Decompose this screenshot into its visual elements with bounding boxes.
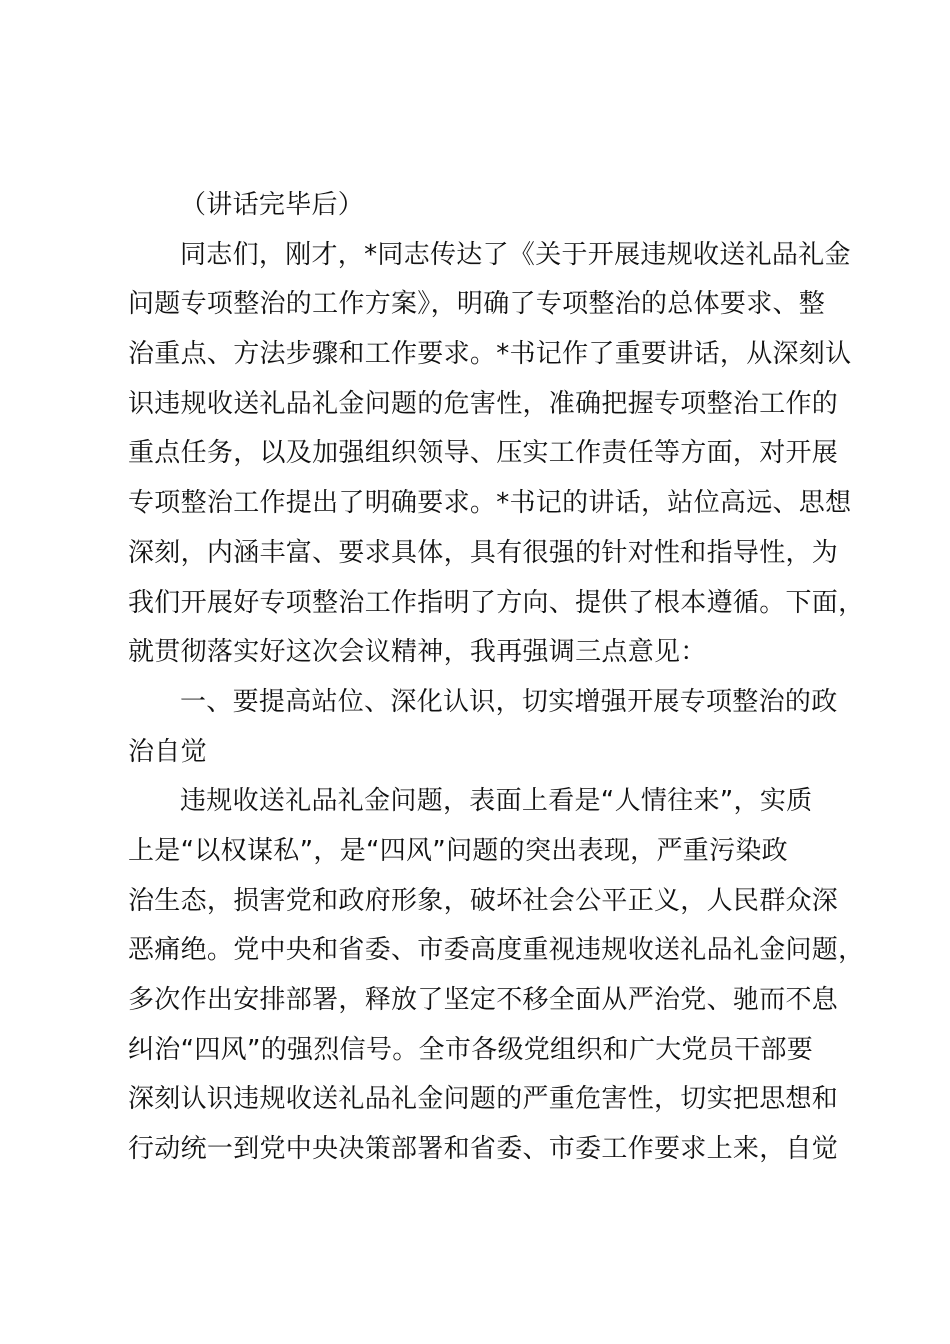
document-body bbox=[128, 181, 865, 1175]
paragraph-line: 重点任务，以及加强组织领导、压实工作责任等方面，对开展 bbox=[128, 438, 839, 469]
paragraph-line: 同志们，刚才，*同志传达了《关于开展违规收送礼品礼金 bbox=[180, 239, 851, 270]
speech-note: （讲话完毕后） bbox=[180, 190, 365, 220]
paragraph-line: 纠治“四风”的强烈信号。全市各级党组织和广大党员干部要 bbox=[128, 1034, 814, 1065]
paragraph-line: 恶痛绝。党中央和省委、市委高度重视违规收送礼品礼金问题， bbox=[128, 935, 865, 966]
paragraph-line: 治重点、方法步骤和工作要求。*书记作了重要讲话，从深刻认 bbox=[128, 339, 852, 370]
paragraph-line: 上是“以权谋私”，是“四风”问题的突出表现，严重污染政 bbox=[128, 835, 788, 866]
paragraph-line: 深刻，内涵丰富、要求具体，具有很强的针对性和指导性，为 bbox=[128, 537, 839, 568]
section-heading: 治自觉 bbox=[128, 736, 207, 767]
paragraph-line: 深刻认识违规收送礼品礼金问题的严重危害性，切实把思想和 bbox=[128, 1084, 839, 1115]
paragraph-line: 识违规收送礼品礼金问题的危害性，准确把握专项整治工作的 bbox=[128, 388, 839, 419]
paragraph-line: 专项整治工作提出了明确要求。*书记的讲话，站位高远、思想 bbox=[128, 488, 852, 519]
paragraph-line: 违规收送礼品礼金问题，表面上看是“人情往来”，实质 bbox=[180, 786, 813, 817]
section-heading: 一、要提高站位、深化认识，切实增强开展专项整治的政 bbox=[180, 686, 838, 717]
paragraph-line: 问题专项整治的工作方案》，明确了专项整治的总体要求、整 bbox=[128, 289, 826, 320]
paragraph-line: 我们开展好专项整治工作指明了方向、提供了根本遵循。下面， bbox=[128, 587, 865, 618]
paragraph-line: 行动统一到党中央决策部署和省委、市委工作要求上来，自觉 bbox=[128, 1134, 839, 1165]
paragraph-line: 就贯彻落实好这次会议精神，我再强调三点意见： bbox=[128, 637, 707, 668]
paragraph-line: 治生态，损害党和政府形象，破坏社会公平正义，人民群众深 bbox=[128, 885, 839, 916]
paragraph-line: 多次作出安排部署，释放了坚定不移全面从严治党、驰而不息 bbox=[128, 985, 839, 1015]
